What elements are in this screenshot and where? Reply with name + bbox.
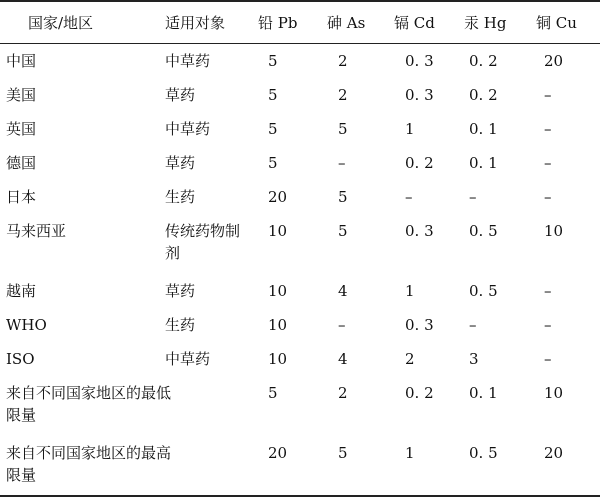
cell-region: 德国	[6, 153, 37, 172]
table-row	[0, 274, 600, 308]
cell-scope: 中草药	[165, 349, 211, 368]
table-row	[0, 44, 600, 78]
table-row	[0, 342, 600, 376]
cell-copper: –	[544, 153, 552, 172]
cell-arsenic: –	[338, 315, 346, 334]
cell-copper: –	[544, 315, 552, 334]
cell-scope: 生药	[165, 187, 196, 206]
cell-region: 中国	[6, 52, 37, 70]
cell-cadmium: 0. 3	[405, 52, 434, 70]
cell-arsenic: 2	[338, 52, 348, 70]
cell-scope: 传统药物制剂	[165, 221, 241, 262]
cell-scope: 草药	[165, 85, 196, 104]
header-scope: 适用对象	[165, 14, 226, 32]
cell-cadmium: 0. 2	[405, 383, 434, 402]
cell-mercury: 3	[469, 349, 479, 368]
header-region: 国家/地区	[28, 14, 94, 32]
cell-scope: 中草药	[165, 119, 211, 138]
cell-cadmium: 1	[405, 443, 415, 462]
table-row	[0, 308, 600, 342]
cell-arsenic: 2	[338, 383, 348, 402]
header-lead: 铅 Pb	[258, 14, 298, 32]
cell-arsenic: 4	[338, 349, 348, 368]
cell-lead: 20	[268, 443, 288, 462]
table-body	[0, 44, 600, 496]
cell-region: WHO	[6, 315, 47, 334]
cell-arsenic: 4	[338, 281, 348, 300]
table-row	[0, 78, 600, 112]
cell-region: 日本	[6, 187, 37, 206]
cell-mercury: –	[469, 187, 477, 206]
cell-lead: 10	[268, 281, 288, 300]
cell-mercury: 0. 5	[469, 221, 498, 240]
cell-copper: 20	[544, 52, 564, 70]
cell-arsenic: 5	[338, 187, 348, 206]
table-row	[0, 214, 600, 274]
cell-mercury: 0. 2	[469, 85, 498, 104]
table-row	[0, 180, 600, 214]
table-row	[0, 376, 600, 436]
cell-lead: 5	[268, 119, 278, 138]
header-copper: 铜 Cu	[536, 14, 577, 32]
cell-cadmium: –	[405, 187, 413, 206]
cell-cadmium: 2	[405, 349, 415, 368]
cell-mercury: 0. 2	[469, 52, 498, 70]
cell-arsenic: 2	[338, 85, 348, 104]
header-mercury: 汞 Hg	[464, 14, 507, 32]
cell-scope: 草药	[165, 281, 196, 300]
cell-mercury: 0. 5	[469, 281, 498, 300]
cell-cadmium: 0. 2	[405, 153, 434, 172]
cell-copper: –	[544, 119, 552, 138]
cell-copper: 10	[544, 221, 564, 240]
cell-copper: –	[544, 187, 552, 206]
cell-copper: –	[544, 349, 552, 368]
cell-lead: 5	[268, 85, 278, 104]
cell-lead: 10	[268, 221, 288, 240]
cell-scope: 草药	[165, 153, 196, 172]
cell-arsenic: 5	[338, 221, 348, 240]
cell-region: 美国	[6, 85, 37, 104]
cell-lead: 5	[268, 52, 278, 70]
cell-copper: 20	[544, 443, 564, 462]
cell-mercury: 0. 1	[469, 119, 498, 138]
table-row	[0, 436, 600, 496]
cell-mercury: 0. 1	[469, 383, 498, 402]
cell-mercury: –	[469, 315, 477, 334]
cell-scope: 中草药	[165, 52, 211, 70]
cell-lead: 5	[268, 153, 278, 172]
cell-arsenic: 5	[338, 119, 348, 138]
table-row	[0, 112, 600, 146]
cell-arsenic: –	[338, 153, 346, 172]
header-arsenic: 砷 As	[327, 14, 366, 32]
cell-mercury: 0. 1	[469, 153, 498, 172]
table-row	[0, 146, 600, 180]
cell-region: 越南	[6, 281, 37, 300]
cell-region: 来自不同国家地区的最高限量	[6, 443, 172, 484]
header-cadmium: 镉 Cd	[394, 14, 435, 32]
cell-region: ISO	[6, 349, 35, 368]
cell-region: 英国	[6, 119, 37, 138]
header-row	[0, 1, 600, 44]
cell-copper: 10	[544, 383, 564, 402]
cell-arsenic: 5	[338, 443, 348, 462]
cell-cadmium: 1	[405, 281, 415, 300]
cell-scope: 生药	[165, 315, 196, 334]
cell-cadmium: 0. 3	[405, 315, 434, 334]
cell-lead: 10	[268, 349, 288, 368]
table-header	[0, 1, 600, 44]
cell-lead: 20	[268, 187, 288, 206]
cell-region: 马来西亚	[6, 221, 67, 240]
cell-copper: –	[544, 281, 552, 300]
cell-lead: 5	[268, 383, 278, 402]
cell-cadmium: 0. 3	[405, 85, 434, 104]
cell-mercury: 0. 5	[469, 443, 498, 462]
cell-region: 来自不同国家地区的最低限量	[6, 383, 172, 424]
cell-copper: –	[544, 85, 552, 104]
cell-lead: 10	[268, 315, 288, 334]
cell-cadmium: 0. 3	[405, 221, 434, 240]
cell-cadmium: 1	[405, 119, 415, 138]
